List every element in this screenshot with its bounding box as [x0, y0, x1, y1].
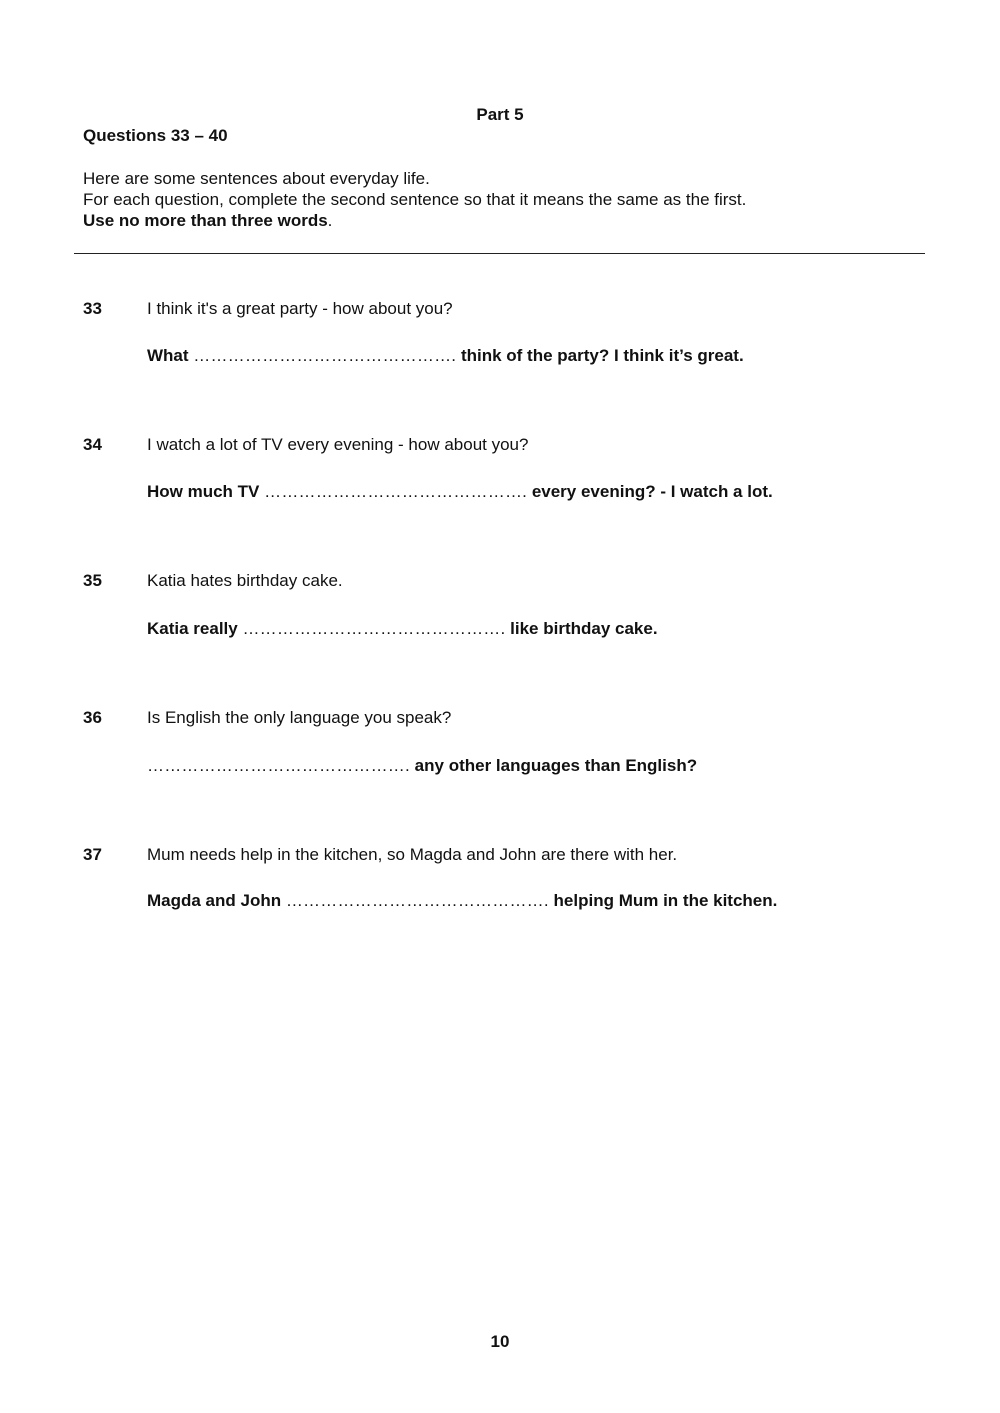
- answer-blank[interactable]: ……………………………………….: [285, 891, 549, 910]
- question-sentence: I think it's a great party - how about you?: [147, 299, 453, 318]
- answer-blank[interactable]: ……………………………………….: [242, 619, 506, 638]
- answer-suffix: helping Mum in the kitchen.: [553, 891, 778, 910]
- answer-suffix: any other languages than English?: [414, 756, 698, 775]
- question-sentence: Is English the only language you speak?: [147, 708, 452, 727]
- answer-line: [147, 618, 658, 639]
- question-sentence: Mum needs help in the kitchen, so Magda and John are there with her.: [147, 845, 678, 864]
- answer-prefix: What: [147, 346, 189, 365]
- answer-suffix: every evening? - I watch a lot.: [531, 482, 773, 501]
- answer-line: [147, 755, 697, 776]
- answer-blank[interactable]: ……………………………………….: [147, 756, 410, 775]
- answer-line: [147, 345, 744, 366]
- answer-line: [147, 890, 777, 911]
- question-sentence: Katia hates birthday cake.: [147, 571, 343, 590]
- question-number: 36: [83, 708, 102, 727]
- answer-prefix: Magda and John: [147, 891, 282, 910]
- answer-line: [147, 481, 773, 502]
- part-title: Part 5: [476, 105, 524, 124]
- instructions-emphasis: Use no more than three words: [83, 211, 328, 230]
- answer-prefix: Katia really: [147, 619, 238, 638]
- question-number: 37: [83, 845, 102, 864]
- answer-suffix: think of the party? I think it’s great.: [460, 346, 744, 365]
- question-number: 34: [83, 435, 102, 454]
- answer-blank[interactable]: ……………………………………….: [264, 482, 528, 501]
- page-number: 10: [490, 1332, 510, 1351]
- answer-suffix: like birthday cake.: [510, 619, 658, 638]
- question-number: 35: [83, 571, 102, 590]
- instructions-emphasis-tail: .: [327, 211, 333, 230]
- instructions-line-3: [83, 210, 746, 231]
- answer-blank[interactable]: ……………………………………….: [193, 346, 457, 365]
- answer-prefix: How much TV: [147, 482, 260, 501]
- instructions-line-2: For each question, complete the second sentence so that it means the same as the first.: [83, 190, 747, 209]
- instructions: [83, 168, 746, 231]
- instructions-line-1: Here are some sentences about everyday life.: [83, 169, 430, 188]
- question-number: 33: [83, 299, 102, 318]
- section-divider: [74, 253, 925, 254]
- question-sentence: I watch a lot of TV every evening - how about you?: [147, 435, 529, 454]
- questions-range: Questions 33 – 40: [83, 126, 228, 145]
